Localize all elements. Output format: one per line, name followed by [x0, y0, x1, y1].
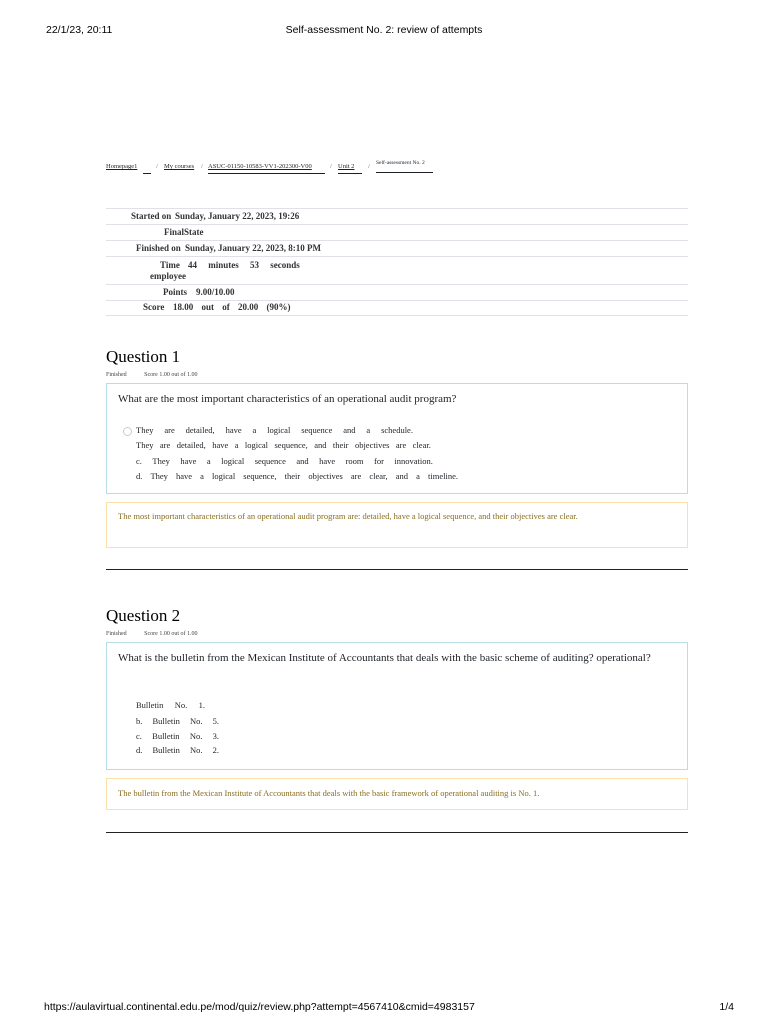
- breadcrumb-separator: /: [330, 163, 332, 170]
- option-word: have: [180, 456, 197, 466]
- option-word: their: [332, 440, 349, 450]
- summary-finished-label: Finished on: [136, 243, 181, 253]
- summary-score-value: 18.00 out of 20.00 (90%): [173, 302, 291, 312]
- summary-started-row: [106, 208, 688, 224]
- question-2-score: Score 1.00 out of 1.00: [144, 631, 198, 637]
- option-word: detailed,: [185, 425, 215, 435]
- option-word: c.: [136, 456, 142, 466]
- print-datetime: 22/1/23, 20:11: [46, 24, 113, 36]
- option-word: a: [366, 425, 371, 435]
- summary-score-label: Score: [143, 302, 165, 312]
- breadcrumb-unit-link[interactable]: Unit 2: [338, 163, 355, 170]
- option-word: and: [296, 456, 309, 466]
- summary-points-label: Points: [163, 287, 188, 297]
- option-word: are: [164, 425, 175, 435]
- option-word: No.: [189, 731, 203, 741]
- option-word: They: [150, 471, 168, 481]
- option-word: d.: [136, 471, 143, 481]
- summary-state-label: Final: [164, 227, 185, 237]
- breadcrumb-underline: [338, 173, 362, 174]
- option-word: 1.: [198, 700, 205, 710]
- option-word: are: [395, 440, 407, 450]
- breadcrumb-underline: [143, 173, 151, 174]
- option-word: b.: [136, 716, 143, 726]
- question-1-option-d[interactable]: [136, 471, 458, 481]
- option-word: and: [314, 440, 327, 450]
- question-2-option-b[interactable]: [136, 716, 219, 726]
- option-word: timeline.: [428, 471, 458, 481]
- question-2-text: What is the bulletin from the Mexican Institute of Accountants that deals with the basic scheme of auditing? operational?: [118, 652, 651, 664]
- option-word: c.: [136, 731, 142, 741]
- question-2-feedback: [106, 778, 688, 810]
- option-word: have: [212, 440, 229, 450]
- breadcrumb-current[interactable]: Self-assessment No. 2: [376, 160, 425, 166]
- summary-started-value: Sunday, January 22, 2023, 19:26: [175, 211, 300, 221]
- option-word: sequence,: [243, 471, 277, 481]
- print-footer: [0, 1001, 768, 1015]
- option-word: sequence,: [274, 440, 308, 450]
- option-word: a: [234, 440, 239, 450]
- option-word: d.: [136, 745, 143, 755]
- option-word: 3.: [212, 731, 219, 741]
- question-1-option-c[interactable]: [136, 456, 433, 466]
- option-word: schedule.: [381, 425, 413, 435]
- attempt-summary: [106, 208, 688, 316]
- summary-score-row: [106, 300, 688, 316]
- option-word: and: [395, 471, 409, 481]
- option-word: 5.: [212, 716, 219, 726]
- option-word: are: [159, 440, 171, 450]
- option-word: a: [252, 425, 257, 435]
- summary-points-value: 9.00/10.00: [196, 287, 235, 297]
- breadcrumb-my-courses-link[interactable]: My courses: [164, 163, 195, 170]
- option-word: sequence: [301, 425, 333, 435]
- question-2-feedback-text: The bulletin from the Mexican Institute of Accountants that deals with the basic framework of operational auditing is No. 1.: [118, 788, 540, 798]
- summary-time-label-2: employee: [150, 271, 186, 281]
- print-header: [0, 24, 768, 38]
- summary-time-row: [106, 256, 688, 284]
- summary-started-label: Started on: [131, 211, 172, 221]
- option-word: and: [343, 425, 356, 435]
- option-word: No.: [189, 716, 203, 726]
- radio-button[interactable]: [123, 427, 132, 436]
- option-word: their: [284, 471, 301, 481]
- option-word: a: [200, 471, 204, 481]
- option-word: They: [136, 425, 154, 435]
- question-1-meta: [106, 372, 198, 378]
- question-2-option-d[interactable]: [136, 745, 219, 755]
- option-word: have: [225, 425, 242, 435]
- option-word: logical: [267, 425, 291, 435]
- question-1-feedback: [106, 502, 688, 548]
- option-word: Bulletin: [136, 700, 164, 710]
- option-word: objectives: [354, 440, 390, 450]
- option-word: are: [350, 471, 362, 481]
- breadcrumb-separator: /: [156, 163, 158, 170]
- breadcrumb-home-link[interactable]: Homepage1: [106, 163, 138, 170]
- print-url: https://aulavirtual.continental.edu.pe/mod/quiz/review.php?attempt=4567410&cmid=4983157: [44, 1001, 475, 1013]
- option-word: No.: [189, 745, 203, 755]
- option-word: for: [374, 456, 384, 466]
- option-word: logical: [244, 440, 269, 450]
- option-word: a: [206, 456, 211, 466]
- option-word: clear.: [412, 440, 431, 450]
- question-1-option-a[interactable]: [136, 425, 413, 435]
- summary-finished-row: [106, 240, 688, 256]
- option-word: clear,: [369, 471, 388, 481]
- question-2-meta: [106, 631, 198, 637]
- option-word: a: [416, 471, 420, 481]
- question-2-option-c[interactable]: [136, 731, 219, 741]
- option-word: Bulletin: [152, 731, 180, 741]
- breadcrumb-underline: [208, 173, 325, 174]
- option-word: 2.: [212, 745, 219, 755]
- option-word: No.: [174, 700, 188, 710]
- option-word: logical: [221, 456, 245, 466]
- option-word: Bulletin: [152, 745, 180, 755]
- question-1-box: [106, 383, 688, 494]
- option-word: They: [136, 440, 154, 450]
- option-word: They: [152, 456, 170, 466]
- question-1-text: What are the most important characteristics of an operational audit program?: [118, 393, 457, 405]
- option-word: logical: [212, 471, 236, 481]
- option-word: detailed,: [176, 440, 206, 450]
- breadcrumb-separator: /: [368, 163, 370, 170]
- question-1-score: Score 1.00 out of 1.00: [144, 372, 198, 378]
- question-2-title: Question 2: [106, 606, 181, 625]
- question-divider: [106, 832, 688, 833]
- question-1-status: Finished: [106, 372, 127, 378]
- option-word: Bulletin: [152, 716, 180, 726]
- option-word: have: [319, 456, 336, 466]
- question-2-box: [106, 642, 688, 770]
- question-1-option-b[interactable]: [136, 440, 431, 450]
- breadcrumb-separator: /: [201, 163, 203, 170]
- option-word: room: [345, 456, 364, 466]
- question-2-option-a[interactable]: [136, 700, 205, 710]
- summary-finished-value: Sunday, January 22, 2023, 8:10 PM: [185, 243, 322, 253]
- summary-points-row: [106, 284, 688, 300]
- option-word: objectives: [308, 471, 343, 481]
- question-1-feedback-text: The most important characteristics of an operational audit program are: detailed, have a logical sequence, and their objectives are clear.: [118, 511, 578, 521]
- summary-time-label: Time: [160, 260, 180, 270]
- option-word: innovation.: [394, 456, 433, 466]
- breadcrumb-course-link[interactable]: ASUC-01150-10583-VV1-202300-V00: [208, 163, 312, 170]
- option-word: have: [176, 471, 193, 481]
- question-divider: [106, 569, 688, 570]
- summary-state-row: [106, 224, 688, 240]
- question-1-title: Question 1: [106, 347, 181, 366]
- summary-state-value: State: [184, 227, 204, 237]
- print-page-title: Self-assessment No. 2: review of attempts: [285, 24, 483, 36]
- option-word: sequence: [254, 456, 286, 466]
- breadcrumb-underline: [376, 172, 433, 173]
- summary-time-value: 44 minutes 53 seconds: [188, 260, 300, 270]
- print-page-number: 1/4: [719, 1001, 734, 1013]
- question-2-status: Finished: [106, 631, 127, 637]
